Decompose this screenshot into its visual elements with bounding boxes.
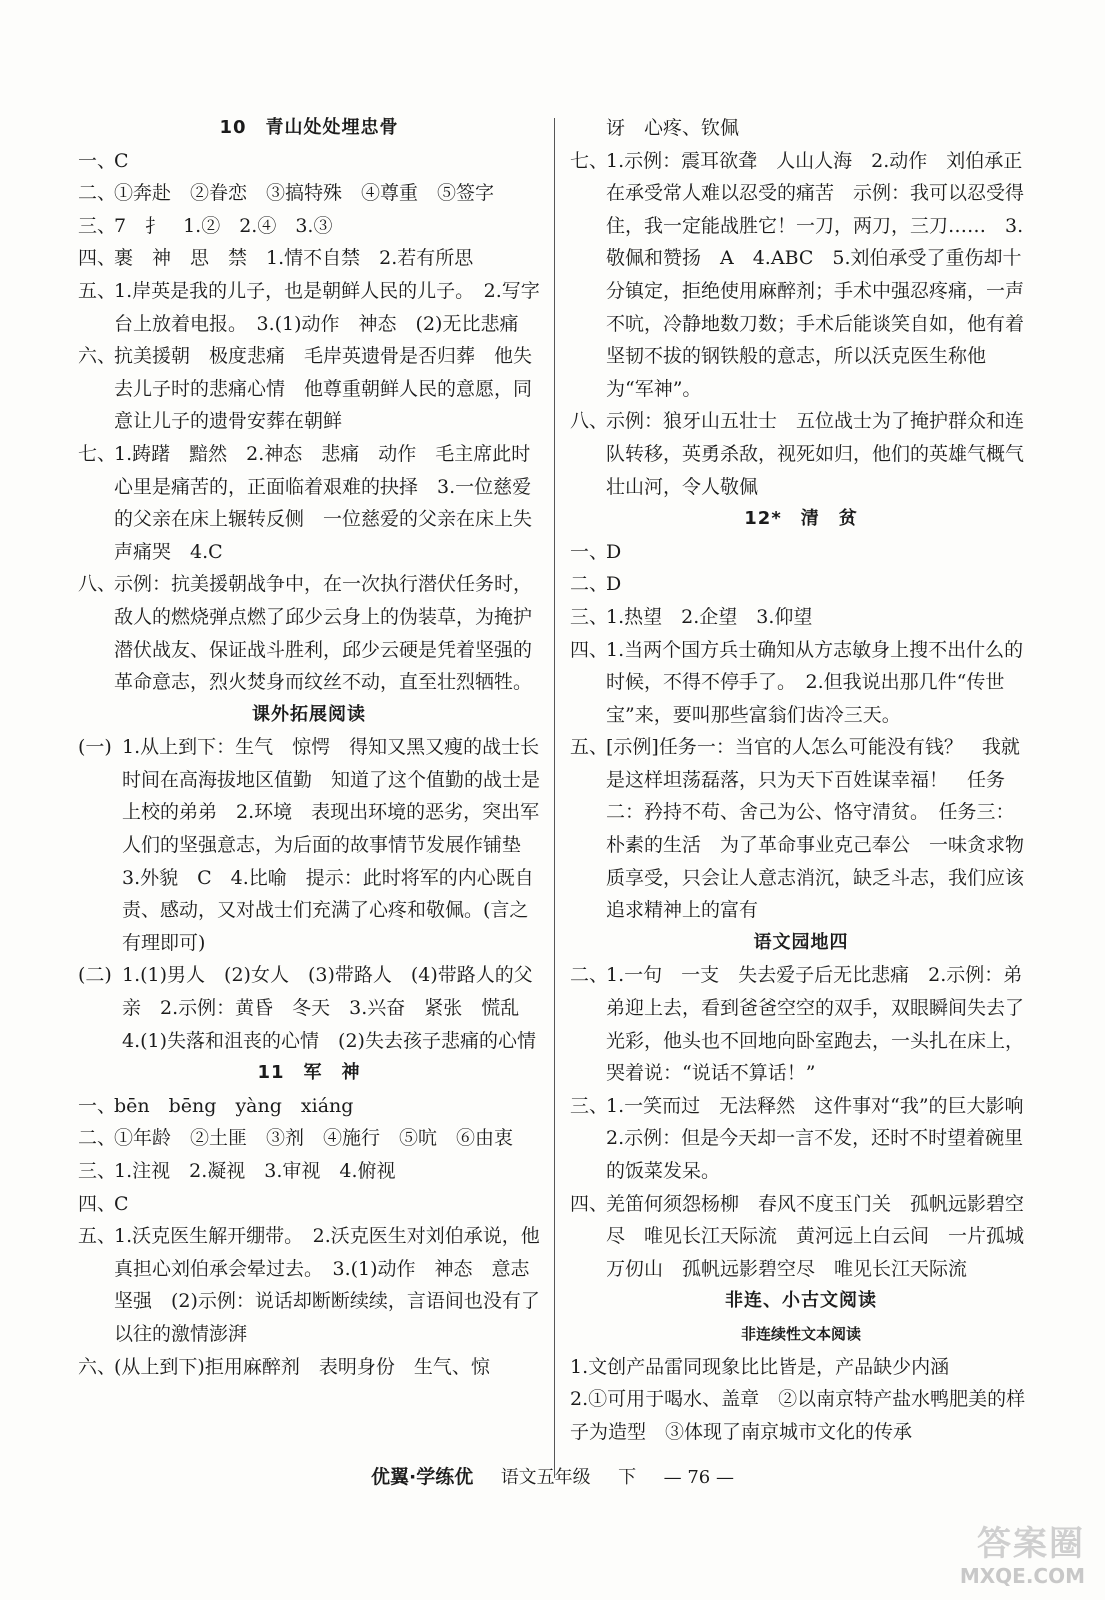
lesson-10-answers <box>78 145 540 699</box>
item-text: C <box>114 1192 129 1215</box>
item-number: 七、 <box>78 442 117 465</box>
lesson-12-heading: 12* 清 贫 <box>744 508 858 530</box>
page-footer <box>0 1462 1105 1492</box>
item-text: 裹 神 思 禁 1.情不自禁 2.若有所思 <box>114 247 474 270</box>
item-text: 1.注视 2.凝视 3.审视 4.俯视 <box>114 1160 396 1182</box>
item-text: 1.一句 一支 失去爱子后无比悲痛 2.示例：弟弟迎上去，看到爸爸空空的双手，双眼瞬间失去了光彩，他头也不回地向卧室跑去，一头扎在床上，哭着说：“说话不算话！” <box>606 964 1025 1085</box>
item-text: 1.一笑而过 无法释然 这件事对“我”的巨大影响 2.示例：但是今天却一言不发，还时不时望着碗里的饭菜发呆。 <box>606 1094 1043 1182</box>
answer-item <box>570 1090 1043 1188</box>
answer-item <box>78 568 540 698</box>
lesson-11-heading: 11 军 神 <box>257 1062 361 1084</box>
item-number: 一、 <box>570 540 609 563</box>
answer-item <box>78 1090 540 1123</box>
answer-item <box>570 536 1032 569</box>
right-column <box>570 112 1043 1448</box>
item-number: 二、 <box>78 1127 117 1150</box>
answer-item <box>78 1351 540 1384</box>
item-number: 三、 <box>570 605 609 628</box>
extra-reading-answers <box>78 731 540 1057</box>
answer-item <box>570 405 1032 503</box>
item-number: 三、 <box>78 214 117 237</box>
item-number: 四、 <box>570 638 609 661</box>
answer-item <box>78 177 540 210</box>
item-number: 五、 <box>78 279 117 302</box>
item-text: 1.热望 2.企望 3.仰望 <box>606 605 813 628</box>
item-text: ①年龄 ②土匪 ③剂 ④施行 ⑤吭 ⑥由衷 <box>114 1127 514 1150</box>
item-number: (二) <box>78 964 112 987</box>
item-number: 二、 <box>570 573 609 596</box>
answer-item <box>78 340 540 438</box>
item-text: bēn bēng yàng xiáng <box>114 1094 354 1117</box>
item-text: 1.岸英是我的儿子，也是朝鲜人民的儿子。 2.写字台上放着电报。 3.(1)动作 神态 (2)无比悲痛 <box>114 279 540 335</box>
answer-item: 1.文创产品雷同现象比比皆是，产品缺少内涵 <box>570 1355 950 1378</box>
item-text: 1.踌躇 黯然 2.神态 悲痛 动作 毛主席此时心里是痛苦的，正面临着艰难的抉择 3.一位慈爱的父亲在床上辗转反侧 一位慈爱的父亲在床上失声痛哭 4.C <box>114 442 533 563</box>
answer-item <box>570 731 1032 927</box>
answer-item <box>570 634 1032 732</box>
answer-item <box>78 438 540 568</box>
item-number: 三、 <box>78 1160 117 1182</box>
answer-item <box>78 242 540 275</box>
lesson-12-answers <box>570 536 1032 927</box>
item-text: 抗美援朝 极度悲痛 毛岸英遗骨是否归葬 他失去儿子时的悲痛心情 他尊重朝鲜人民的意愿，同意让儿子的遗骨安葬在朝鲜 <box>114 345 533 433</box>
item-number: 八、 <box>570 410 609 433</box>
item-text: D <box>606 540 622 563</box>
chinese-garden-heading: 语文园地四 <box>753 931 849 953</box>
answer-item <box>78 275 540 340</box>
item-text: 1.从上到下：生气 惊愕 得知又黑又瘦的战士长时间在高海拔地区值勤 知道了这个值勤的战士是上校的弟弟 2.环境 表现出环境的恶劣，突出军人们的坚强意志，为后面的故事情节发展作铺垫 3.外貌 C 4.比喻 提示：此时将军的内心既自责、感动，又对战士们充满了心疼和敬佩。(言之有理即可) <box>122 736 541 954</box>
answer-item: 2.①可用于喝水、盖章 ②以南京特产盐水鸭肥美的样子为造型 ③体现了南京城市文化的传承 <box>570 1388 1026 1443</box>
item-text: 1.当两个国方兵士确知从方志敏身上搜不出什么的时候，不得不停手了。 2.但我说出那几件“传世宝”来，要叫那些富翁们齿冷三天。 <box>606 638 1024 726</box>
item-number: 七、 <box>570 149 609 172</box>
answer-item <box>78 1122 540 1155</box>
item-number: 三、 <box>570 1094 609 1117</box>
answer-item <box>570 568 1032 601</box>
answer-item <box>78 1220 540 1350</box>
answer-item <box>78 145 540 178</box>
item-text: ①奔赴 ②眷恋 ③搞特殊 ④尊重 ⑤签字 <box>114 182 495 205</box>
item-text: 1.(1)男人 (2)女人 (3)带路人 (4)带路人的父亲 2.示例：黄昏 冬天 3.兴奋 紧张 慌乱 4.(1)失落和沮丧的心情 (2)失去孩子悲痛的心情 <box>122 964 539 1052</box>
item-text: D <box>606 573 622 596</box>
non-continuous-answers <box>570 1351 1032 1449</box>
item-text: 1.示例：震耳欲聋 人山人海 2.动作 刘伯承正在承受常人难以忍受的痛苦 示例：我可以忍受得住，我一定能战胜它！一刀，两刀，三刀…… 3.敬佩和赞扬 A 4.ABC 5.刘伯承受了重伤却十分镇定，拒绝使用麻醉剂；手术中强忍疼痛，一声不吭，冷静地数刀数；手术后能谈笑自如，他有着坚韧不拔的钢铁般的意志，所以沃克医生称他为“军神”。 <box>606 149 1025 400</box>
watermark-logo-text: 答案圈 <box>977 1524 1085 1564</box>
item-number: 四、 <box>570 1192 609 1215</box>
site-watermark <box>925 1524 1085 1594</box>
answer-item <box>570 601 1032 634</box>
lesson-11-answers <box>78 1090 540 1383</box>
item-number: 五、 <box>78 1225 117 1248</box>
chinese-garden-answers <box>570 959 1043 1285</box>
page-number: — 76 — <box>663 1467 734 1488</box>
watermark-domain: MXQE.COM <box>959 1564 1085 1588</box>
non-continuous-subheading: 非连续性文本阅读 <box>740 1324 861 1343</box>
item-number: 八、 <box>78 573 117 596</box>
item-number: (一) <box>78 736 112 759</box>
item-number: 四、 <box>78 1192 117 1215</box>
item-number: 二、 <box>570 964 609 987</box>
answer-item <box>78 731 540 959</box>
column-divider <box>554 118 555 1478</box>
item-number: 一、 <box>78 1094 117 1117</box>
left-column <box>78 112 540 1383</box>
subject-grade: 语文五年级 <box>500 1467 591 1488</box>
non-continuous-heading: 非连、小古文阅读 <box>725 1290 877 1312</box>
answer-item <box>78 1155 540 1188</box>
item-text: (从上到下)拒用麻醉剂 表明身份 生气、惊 <box>114 1355 490 1378</box>
item-text: 7 扌 1.② 2.④ 3.③ <box>114 214 333 237</box>
answer-item <box>78 1188 540 1221</box>
item-number: 二、 <box>78 182 117 205</box>
item-text: 示例：抗美援朝战争中，在一次执行潜伏任务时，敌人的燃烧弹点燃了邱少云身上的伪装草，为掩护潜伏战友、保证战斗胜利，邱少云硬是凭着坚强的革命意志，烈火焚身而纹丝不动，直至壮烈牺牲。 <box>114 573 533 694</box>
item-text: 羌笛何须怨杨柳 春风不度玉门关 孤帆远影碧空尽 唯见长江天际流 黄河远上白云间 一片孤城万仞山 孤帆远影碧空尽 唯见长江天际流 <box>606 1192 1025 1280</box>
answer-item <box>570 1188 1032 1286</box>
item-text: C <box>114 149 129 172</box>
lesson-11-answers-continued <box>570 145 1032 504</box>
answer-item <box>570 145 1032 406</box>
item-number: 一、 <box>78 149 117 172</box>
item-number: 六、 <box>78 345 117 368</box>
item-number: 六、 <box>78 1355 117 1378</box>
item-text: [示例]任务一：当官的人怎么可能没有钱？ 我就是这样坦荡磊落，只为天下百姓谋幸福！ 任务二：矜持不苟、舍己为公、恪守清贫。 任务三：朴素的生活 为了革命事业克己奉公 一味贪求物质享受，只会让人意志消沉，缺乏斗志，我们应该追求精神上的富有 <box>606 736 1025 922</box>
item-number: 四、 <box>78 247 117 270</box>
item-text: 示例：狼牙山五壮士 五位战士为了掩护群众和连队转移，英勇杀敌，视死如归，他们的英雄气概气壮山河，令人敬佩 <box>606 410 1025 498</box>
item-number: 五、 <box>570 736 609 759</box>
lesson-10-heading: 10 青山处处埋忠骨 <box>219 117 399 138</box>
extra-reading-heading: 课外拓展阅读 <box>252 703 366 725</box>
answer-item <box>570 959 1032 1089</box>
continued-answer: 讶 心疼、钦佩 <box>606 117 740 139</box>
answer-item <box>78 210 540 243</box>
brand-name: 优翼·学练优 <box>371 1466 474 1488</box>
answer-item <box>78 959 540 1057</box>
term: 下 <box>618 1467 637 1488</box>
item-text: 1.沃克医生解开绷带。 2.沃克医生对刘伯承说，他真担心刘伯承会晕过去。 3.(1)动作 神态 意志坚强 (2)示例：说话却断断续续，言语间也没有了以往的激情澎湃 <box>114 1225 540 1345</box>
